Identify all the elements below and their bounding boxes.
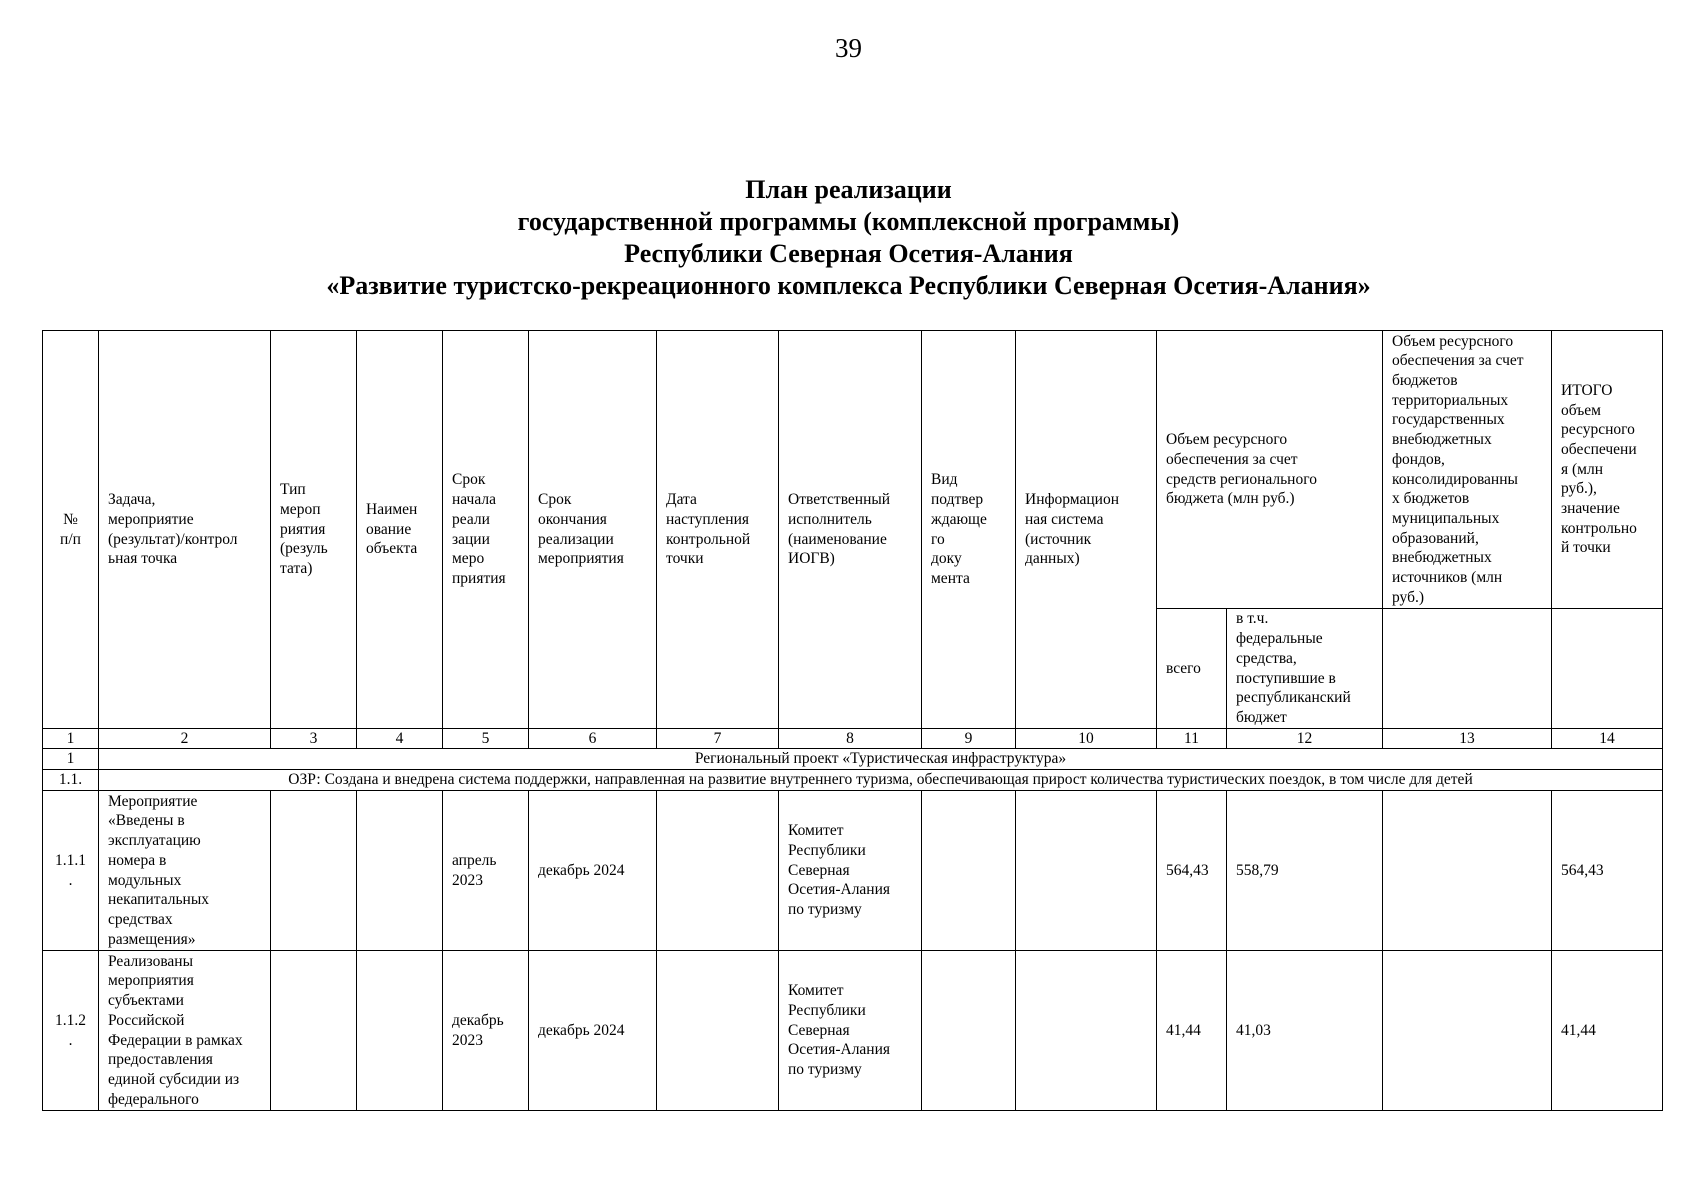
column-number: 1 (43, 729, 99, 749)
table-row (43, 791, 1663, 951)
table-header-row (43, 331, 1663, 609)
column-number: 2 (99, 729, 271, 749)
header-end: Срок окончания реализации мероприятия (529, 331, 657, 729)
header-object: Наимен ование объекта (357, 331, 443, 729)
column-number: 5 (443, 729, 529, 749)
row-start: декабрь 2023 (443, 951, 529, 1111)
title-line-4: «Развитие туристско-рекреационного комплекса Республики Северная Осетия-Алания» (326, 271, 1371, 300)
column-number: 9 (922, 729, 1016, 749)
column-number: 7 (657, 729, 779, 749)
row-document (922, 791, 1016, 951)
column-number: 6 (529, 729, 657, 749)
row-object (357, 951, 443, 1111)
header-federal: в т.ч. федеральные средства, поступившие в республиканский бюджет (1227, 609, 1383, 729)
row-other (1383, 791, 1552, 951)
table-row (43, 951, 1663, 1111)
row-end: декабрь 2024 (529, 951, 657, 1111)
title-line-1: План реализации (745, 175, 952, 204)
header-type: Тип мероп риятия (резуль тата) (271, 331, 357, 729)
header-total: всего (1157, 609, 1227, 729)
column-number: 4 (357, 729, 443, 749)
header-executor: Ответственный исполнитель (наименование ИОГВ) (779, 331, 922, 729)
row-executor: Комитет Республики Северная Осетия-Алания по туризму (779, 951, 922, 1111)
header-other-sources-empty (1383, 609, 1552, 729)
column-number: 12 (1227, 729, 1383, 749)
title-line-3: Республики Северная Осетия-Алания (624, 239, 1073, 268)
header-number: № п/п (43, 331, 99, 729)
row-number: 1.1.2 . (43, 951, 99, 1111)
row-number: 1.1.1 . (43, 791, 99, 951)
column-number: 10 (1016, 729, 1157, 749)
row-name: Реализованы мероприятия субъектами Российской Федерации в рамках предоставления единой субсидии из федерального (99, 951, 271, 1111)
row-other (1383, 951, 1552, 1111)
implementation-plan-table (42, 330, 1663, 1111)
page-number: 39 (835, 33, 862, 63)
task-number: 1.1. (43, 770, 99, 791)
row-federal: 558,79 (1227, 791, 1383, 951)
document-title (0, 174, 1697, 302)
header-regional-budget: Объем ресурсного обеспечения за счет средств регионального бюджета (млн руб.) (1157, 331, 1383, 609)
row-type (271, 791, 357, 951)
column-number: 8 (779, 729, 922, 749)
row-type (271, 951, 357, 1111)
row-control-date (657, 951, 779, 1111)
header-other-sources: Объем ресурсного обеспечения за счет бюджетов территориальных государственных внебюджетных фондов, консолидированны х бюджетов муниципальных образований, внебюджетных источников (млн руб.) (1383, 331, 1552, 609)
section-number: 1 (43, 749, 99, 770)
row-document (922, 951, 1016, 1111)
header-control-date: Дата наступления контрольной точки (657, 331, 779, 729)
header-document: Вид подтвер ждающе го доку мента (922, 331, 1016, 729)
title-line-2: государственной программы (комплексной программы) (517, 207, 1180, 236)
row-info-system (1016, 791, 1157, 951)
row-total: 41,44 (1157, 951, 1227, 1111)
row-control-date (657, 791, 779, 951)
task-row (43, 770, 1663, 791)
column-number: 14 (1552, 729, 1663, 749)
column-number-row (43, 729, 1663, 749)
task-title: ОЗР: Создана и внедрена система поддержки, направленная на развитие внутреннего туризма, обеспечивающая прирост количества туристических поездок, в том числе для детей (99, 770, 1663, 791)
header-info-system: Информацион ная система (источник данных) (1016, 331, 1157, 729)
row-federal: 41,03 (1227, 951, 1383, 1111)
header-start: Срок начала реали зации меро приятия (443, 331, 529, 729)
row-start: апрель 2023 (443, 791, 529, 951)
column-number: 3 (271, 729, 357, 749)
row-info-system (1016, 951, 1157, 1111)
section-row (43, 749, 1663, 770)
row-executor: Комитет Республики Северная Осетия-Алания по туризму (779, 791, 922, 951)
column-number: 13 (1383, 729, 1552, 749)
header-task: Задача, мероприятие (результат)/контрол ьная точка (99, 331, 271, 729)
row-object (357, 791, 443, 951)
row-total: 564,43 (1157, 791, 1227, 951)
header-grand-total: ИТОГО объем ресурсного обеспечени я (млн руб.), значение контрольно й точки (1552, 331, 1663, 609)
section-title: Региональный проект «Туристическая инфраструктура» (99, 749, 1663, 770)
row-grand-total: 564,43 (1552, 791, 1663, 951)
header-grand-total-empty (1552, 609, 1663, 729)
row-grand-total: 41,44 (1552, 951, 1663, 1111)
row-end: декабрь 2024 (529, 791, 657, 951)
column-number: 11 (1157, 729, 1227, 749)
row-name: Мероприятие «Введены в эксплуатацию номера в модульных некапитальных средствах размещения» (99, 791, 271, 951)
